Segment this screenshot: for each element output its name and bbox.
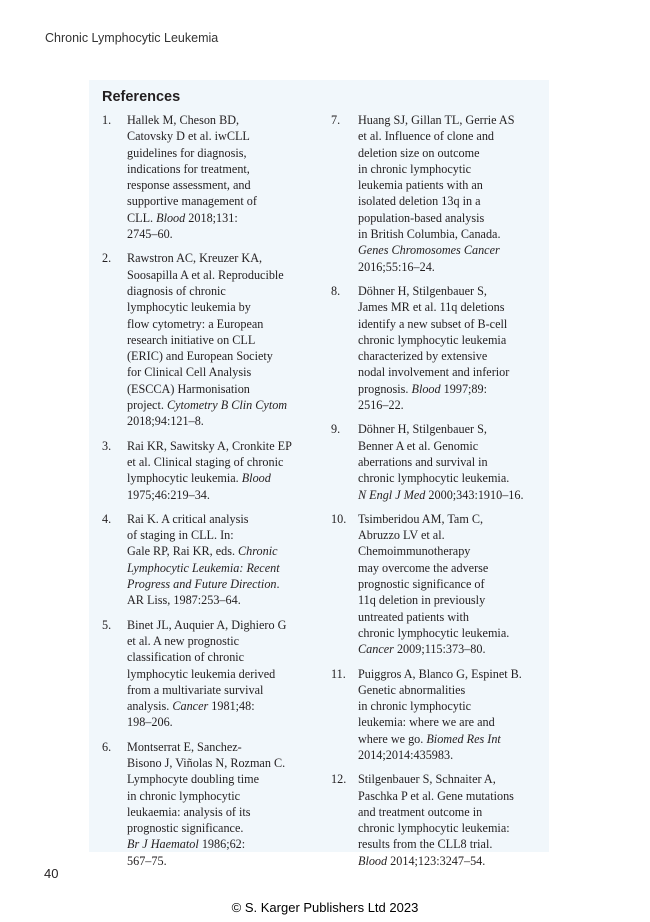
reference-segment: guidelines for diagnosis, [127,145,247,160]
reference-segment: et al. A new prognostic [127,633,240,648]
reference-segment: Soosapilla A et al. Reproducible [127,267,284,282]
reference-segment: Chemoimmunotherapy [358,544,471,559]
reference-line [127,560,307,576]
reference-segment: Rai KR, Sawitsky A, Cronkite EP [127,438,292,453]
reference-line [358,853,539,869]
reference-line [127,592,307,608]
reference-italic-segment: Br J Haematol [127,837,199,852]
reference-segment: et al. Influence of clone and [358,129,495,144]
reference-text [127,438,307,503]
reference-segment: classification of chronic [127,650,245,665]
reference-text [127,511,307,609]
reference-segment: in British Columbia, Canada. [358,227,501,242]
reference-text [358,511,539,658]
reference-line [127,316,307,332]
reference-italic-segment: N Engl J Med [358,487,426,502]
reference-segment: Bisono J, Viñolas N, Rozman C. [127,755,286,770]
reference-segment: identify a new subset of B-cell [358,316,508,331]
reference-segment: diagnosis of chronic [127,283,226,298]
reference-line [127,145,307,161]
reference-segment: in chronic lymphocytic [358,161,472,176]
reference-segment: Rawstron AC, Kreuzer KA, [127,251,263,266]
reference-line [358,381,539,397]
reference-segment: Lymphocyte doubling time [127,772,260,787]
reference-segment: chronic lymphocytic leukemia. [358,471,510,486]
reference-segment: Döhner H, Stilgenbauer S, [358,283,487,298]
reference-item [331,511,539,658]
reference-item [331,666,539,764]
reference-line [127,755,307,771]
reference-segment: characterized by extensive [358,349,488,364]
reference-line [127,193,307,209]
reference-segment: 2016;55:16–24. [358,259,435,274]
reference-line [358,609,539,625]
reference-line [127,283,307,299]
reference-italic-segment: Cytometry B Clin Cytom [166,398,288,413]
running-header: Chronic Lymphocytic Leukemia [45,31,219,45]
reference-text [358,771,539,869]
reference-segment: lymphocytic leukemia derived [127,666,276,681]
reference-line [358,210,539,226]
reference-line [358,348,539,364]
reference-line [127,543,307,559]
reference-segment: 2014;2014:435983. [358,747,454,762]
reference-text [358,666,539,764]
reference-segment: . [276,577,280,592]
reference-line [127,617,307,633]
reference-italic-segment: Genes Chromosomes Cancer [358,243,500,258]
reference-line [127,820,307,836]
reference-segment: population-based analysis [358,210,485,225]
reference-line [358,112,539,128]
reference-line [358,698,539,714]
reference-segment: may overcome the adverse [358,560,489,575]
reference-item [102,250,307,429]
reference-item [331,112,539,275]
reference-line [127,397,307,413]
reference-segment: leukemia: where we are and [358,715,495,730]
reference-line [127,364,307,380]
reference-item [102,511,307,609]
reference-segment: chronic lymphocytic leukemia: [358,821,510,836]
reference-line [358,543,539,559]
reference-line [358,177,539,193]
reference-line [127,836,307,852]
reference-italic-segment: Lymphocytic Leukemia: Recent [127,560,280,575]
reference-segment: Paschka P et al. Gene mutations [358,788,514,803]
reference-line [358,771,539,787]
reference-segment: Tsimberidou AM, Tam C, [358,511,484,526]
reference-segment: 2516–22. [358,398,404,413]
reference-line [127,299,307,315]
reference-line [127,226,307,242]
reference-item [331,771,539,869]
reference-number: 3. [102,438,112,453]
reference-segment: flow cytometry: a European [127,316,264,331]
reference-italic-segment: Cancer [358,642,394,657]
reference-segment: indications for treatment, [127,161,250,176]
reference-line [358,316,539,332]
reference-segment: aberrations and survival in [358,454,488,469]
reference-item [102,617,307,731]
reference-line [127,804,307,820]
reference-line [358,299,539,315]
reference-line [358,804,539,820]
reference-line [127,438,307,454]
reference-line [358,242,539,258]
reference-text [127,250,307,429]
reference-line [127,128,307,144]
reference-line [127,348,307,364]
reference-segment: Binet JL, Auquier A, Dighiero G [127,617,287,632]
reference-number: 5. [102,617,112,632]
reference-number: 8. [331,283,341,298]
reference-line [127,381,307,397]
reference-line [358,666,539,682]
reference-segment: Stilgenbauer S, Schnaiter A, [358,772,496,787]
reference-segment: untreated patients with [358,609,470,624]
reference-segment: 1986;62: [198,837,246,852]
reference-item [331,421,539,502]
reference-item [102,112,307,242]
reference-segment: in chronic lymphocytic [358,699,472,714]
reference-line [358,527,539,543]
reference-number: 1. [102,113,112,127]
reference-line [358,576,539,592]
reference-segment: et al. Clinical staging of chronic [127,454,284,469]
reference-segment: deletion size on outcome [358,145,480,160]
reference-line [358,226,539,242]
reference-italic-segment: Chronic [238,544,278,559]
reference-text [358,283,539,413]
reference-line [358,332,539,348]
reference-line [358,145,539,161]
reference-line [127,666,307,682]
reference-segment: 198–206. [127,715,173,730]
reference-line [127,788,307,804]
reference-segment: prognostic significance of [358,577,485,592]
reference-line [358,714,539,730]
reference-number: 11. [331,666,346,681]
reference-line [127,267,307,283]
reference-line [127,332,307,348]
reference-segment: response assessment, and [127,178,251,193]
reference-segment: Rai K. A critical analysis [127,511,249,526]
reference-segment: Montserrat E, Sanchez- [127,739,242,754]
reference-segment: 2000;343:1910–16. [425,487,524,502]
reference-italic-segment: Blood [358,853,388,868]
reference-line [358,836,539,852]
reference-segment: 2018;131: [185,210,238,225]
reference-line [358,747,539,763]
reference-segment: results from the CLL8 trial. [358,837,493,852]
reference-segment: 1981;48: [208,699,255,714]
reference-segment: where we go. [358,731,427,746]
reference-item [102,438,307,503]
reference-line [358,487,539,503]
reference-segment: Benner A et al. Genomic [358,438,479,453]
reference-line [358,470,539,486]
reference-line [127,649,307,665]
reference-line [358,438,539,454]
reference-segment: Abruzzo LV et al. [358,528,445,543]
reference-number: 10. [331,511,347,526]
reference-line [127,112,307,128]
reference-italic-segment: Biomed Res Int [426,731,501,746]
reference-text [358,112,539,275]
reference-line [358,625,539,641]
reference-line [127,853,307,869]
reference-italic-segment: Progress and Future Direction [127,577,277,592]
reference-number: 12. [331,772,347,787]
reference-italic-segment: Blood [411,381,441,396]
reference-line [127,739,307,755]
reference-number: 2. [102,251,112,266]
reference-number: 6. [102,739,112,754]
reference-segment: 2018;94:121–8. [127,414,204,429]
reference-line [127,250,307,266]
reference-segment: 1975;46:219–34. [127,487,210,502]
reference-line [358,283,539,299]
references-heading: References [102,89,181,105]
reference-segment: analysis. [127,699,173,714]
reference-line [358,397,539,413]
reference-line [358,731,539,747]
reference-line [127,576,307,592]
reference-line [127,177,307,193]
reference-line [127,454,307,470]
reference-line [358,259,539,275]
reference-segment: (ERIC) and European Society [127,349,273,364]
reference-text [127,112,307,242]
reference-line [358,511,539,527]
reference-text [127,739,307,869]
reference-segment: nodal involvement and inferior [358,365,510,380]
reference-segment: lymphocytic leukemia by [127,300,251,315]
reference-line [127,771,307,787]
reference-line [358,193,539,209]
reference-segment: Gale RP, Rai KR, eds. [127,544,239,559]
reference-line [127,470,307,486]
reference-line [358,820,539,836]
reference-line [127,633,307,649]
reference-segment: Genetic abnormalities [358,682,466,697]
reference-line [127,511,307,527]
reference-italic-segment: Cancer [172,699,209,714]
reference-text [127,617,307,731]
reference-number: 9. [331,422,341,437]
reference-line [358,788,539,804]
reference-italic-segment: Blood [241,471,271,486]
reference-segment: Döhner H, Stilgenbauer S, [358,422,487,437]
reference-line [358,454,539,470]
reference-segment: James MR et al. 11q deletions [358,300,505,315]
reference-line [127,714,307,730]
reference-line [358,641,539,657]
reference-segment: 1997;89: [440,381,488,396]
reference-segment: isolated deletion 13q in a [358,194,481,209]
reference-segment: in chronic lymphocytic [127,788,241,803]
reference-segment: research initiative on CLL [127,332,256,347]
reference-segment: 11q deletion in previously [358,593,486,608]
references-column-right [331,112,539,877]
reference-line [358,592,539,608]
reference-segment: project. [127,398,167,413]
reference-segment: 2009;115:373–80. [393,642,486,657]
reference-segment: Hallek M, Cheson BD, [127,113,240,127]
reference-segment: 2014;123:3247–54. [387,853,486,868]
page-number: 40 [44,866,59,881]
reference-segment: Catovsky D et al. iwCLL [127,129,250,144]
reference-line [127,210,307,226]
reference-segment: supportive management of [127,194,257,209]
reference-line [127,698,307,714]
reference-line [127,682,307,698]
reference-line [358,682,539,698]
reference-item [102,739,307,869]
reference-line [358,128,539,144]
reference-number: 4. [102,511,112,526]
copyright-notice: © S. Karger Publishers Ltd 2023 [231,900,419,915]
reference-segment: AR Liss, 1987:253–64. [127,593,241,608]
reference-segment: chronic lymphocytic leukemia. [358,625,510,640]
reference-segment: leukemia patients with an [358,178,483,193]
reference-line [358,364,539,380]
reference-line [127,527,307,543]
reference-line [127,161,307,177]
reference-segment: CLL. [127,210,157,225]
reference-line [127,413,307,429]
reference-number: 7. [331,113,341,127]
reference-segment: Huang SJ, Gillan TL, Gerrie AS [358,113,515,127]
reference-segment: 567–75. [127,853,167,868]
reference-segment: from a multivariate survival [127,682,264,697]
reference-segment: chronic lymphocytic leukemia [358,332,507,347]
reference-line [358,560,539,576]
reference-segment: for Clinical Cell Analysis [127,365,252,380]
reference-segment: of staging in CLL. In: [127,528,234,543]
reference-segment: (ESCCA) Harmonisation [127,381,250,396]
reference-segment: lymphocytic leukemia. [127,471,242,486]
reference-text [358,421,539,502]
reference-segment: Puiggros A, Blanco G, Espinet B. [358,666,522,681]
reference-item [331,283,539,413]
reference-italic-segment: Blood [156,210,186,225]
reference-segment: 2745–60. [127,227,173,242]
reference-segment: leukaemia: analysis of its [127,804,251,819]
reference-segment: prognostic significance. [127,821,244,836]
reference-line [358,161,539,177]
reference-line [358,421,539,437]
reference-line [127,487,307,503]
reference-segment: prognosis. [358,381,412,396]
references-column-left [102,112,307,877]
reference-segment: and treatment outcome in [358,804,483,819]
